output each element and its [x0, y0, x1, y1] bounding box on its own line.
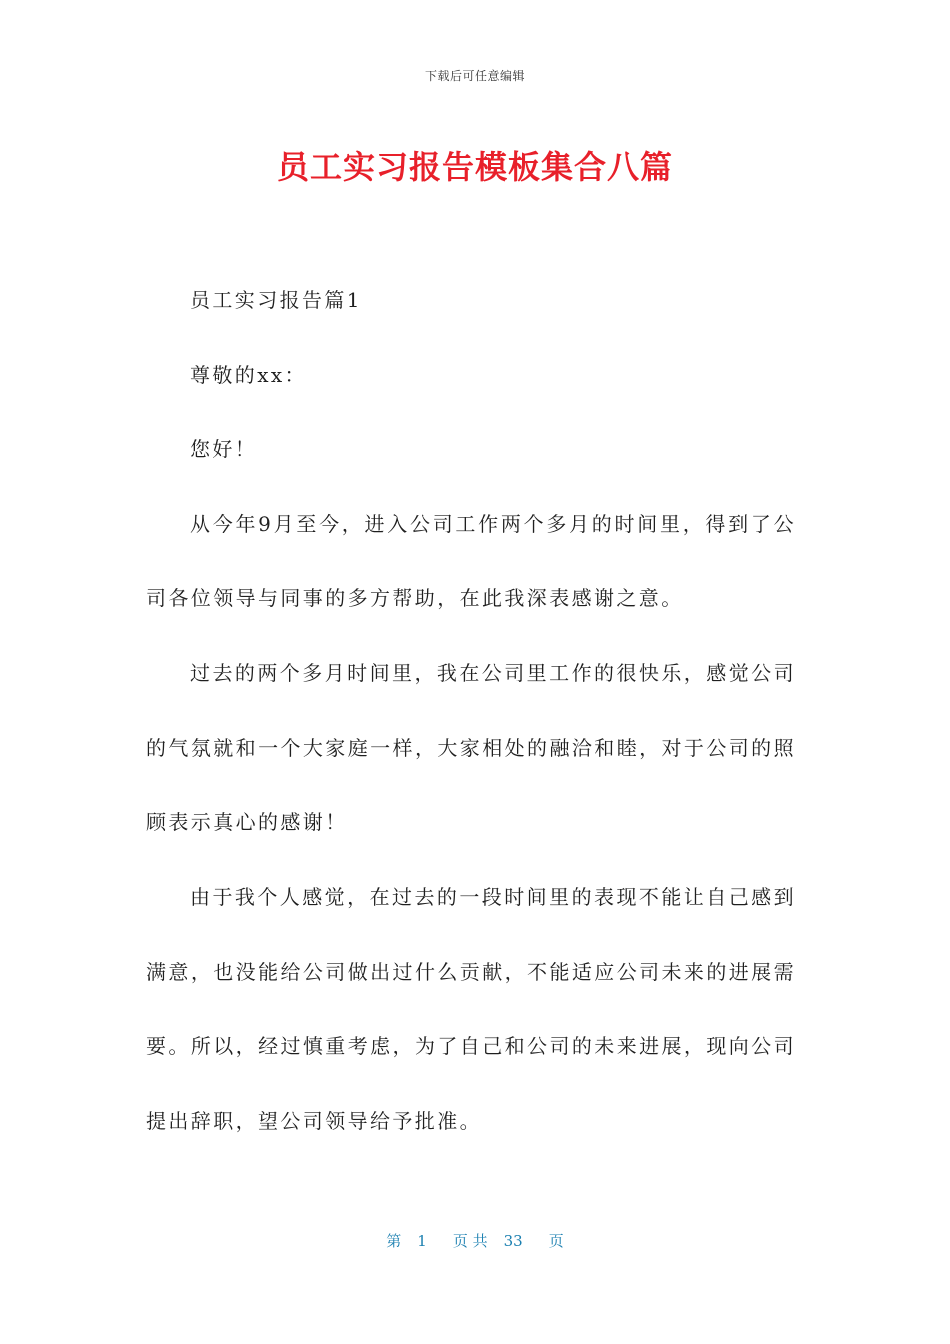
paragraph-line: 由于我个人感觉，在过去的一段时间里的表现不能让自己感到 [190, 885, 796, 909]
paragraph-line: 从今年9月至今，进入公司工作两个多月的时间里，得到了公 [190, 512, 796, 536]
page-footer [0, 1230, 950, 1251]
paragraph-line: 过去的两个多月时间里，我在公司里工作的很快乐，感觉公司 [190, 661, 796, 685]
salutation: 尊敬的xx： [190, 363, 307, 387]
paragraph-line: 司各位领导与同事的多方帮助，在此我深表感谢之意。 [146, 586, 684, 610]
paragraph-line: 的气氛就和一个大家庭一样，大家相处的融洽和睦，对于公司的照 [146, 736, 796, 760]
page-label-suffix: 页 [548, 1232, 564, 1250]
header-note: 下载后可任意编辑 [424, 69, 525, 83]
paragraph-line: 提出辞职，望公司领导给予批准。 [146, 1109, 482, 1133]
page-label-mid: 页 共 [452, 1232, 488, 1250]
section-heading: 员工实习报告篇1 [190, 288, 362, 312]
paragraph-line: 顾表示真心的感谢！ [146, 810, 348, 834]
document-title: 员工实习报告模板集合八篇 [276, 148, 673, 186]
greeting: 您好！ [190, 437, 258, 461]
paragraph-line: 满意，也没能给公司做出过什么贡献，不能适应公司未来的进展需 [146, 960, 796, 984]
page-label-prefix: 第 [386, 1232, 402, 1250]
current-page-number: 1 [417, 1232, 427, 1250]
total-pages-number: 33 [503, 1232, 523, 1250]
paragraph-line: 要。所以，经过慎重考虑，为了自己和公司的未来进展，现向公司 [146, 1034, 796, 1058]
